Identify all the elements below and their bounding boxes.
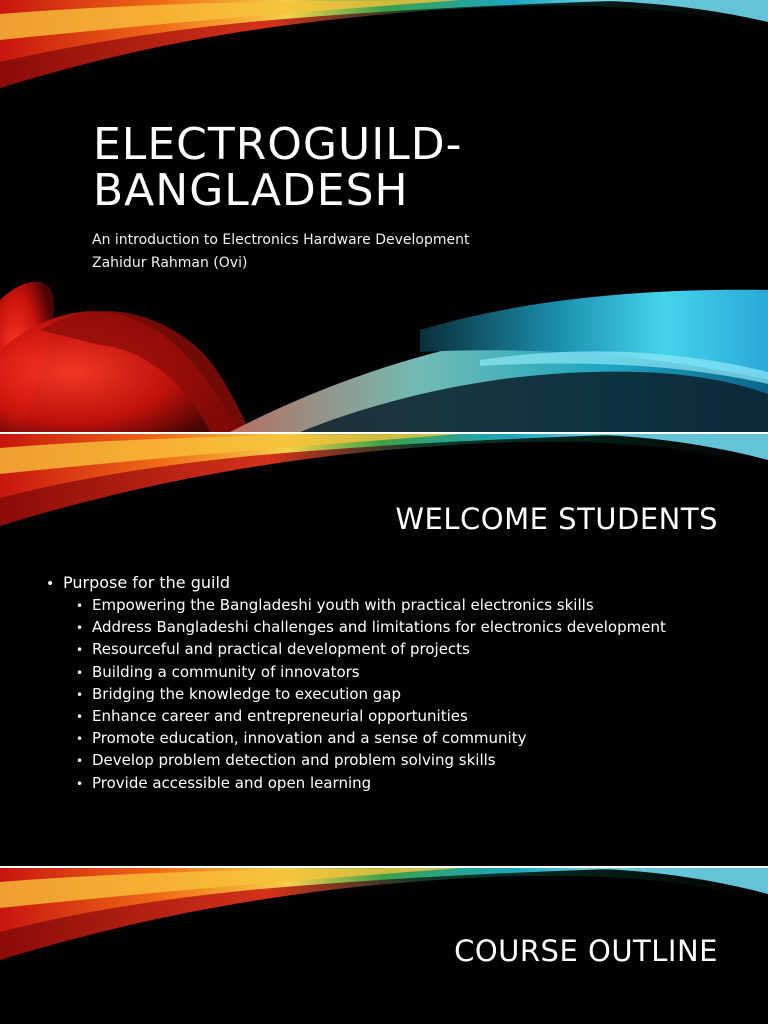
welcome-slide[interactable]	[0, 434, 768, 866]
bullet-text: Resourceful and practical development of projects	[92, 640, 470, 659]
bullet-icon: •	[76, 599, 84, 613]
list-item	[76, 706, 746, 728]
list-item	[76, 684, 746, 706]
list-item	[76, 662, 746, 684]
bullet-text: Enhance career and entrepreneurial opportunities	[92, 707, 468, 726]
bullet-text: Address Bangladeshi challenges and limitations for electronics development	[92, 618, 666, 637]
list-item	[46, 572, 746, 595]
presenter-name: Zahidur Rahman (Ovi)	[92, 255, 248, 271]
list-item	[76, 750, 746, 772]
bullet-text: Empowering the Bangladeshi youth with practical electronics skills	[92, 596, 594, 614]
list-item	[76, 728, 746, 750]
slide-heading: WELCOME STUDENTS	[395, 502, 718, 536]
presentation-title	[93, 119, 693, 216]
presentation-subtitle: An introduction to Electronics Hardware Development	[92, 232, 470, 248]
list-item	[76, 639, 746, 661]
bullet-text: Develop problem detection and problem solving skills	[92, 751, 496, 770]
bullet-text: Bridging the knowledge to execution gap	[92, 684, 402, 703]
bullet-icon: •	[46, 576, 55, 592]
list-item	[76, 595, 746, 617]
sub-bullet-list	[46, 595, 746, 795]
bullet-text: Building a community of innovators	[92, 662, 360, 681]
bullet-icon: •	[76, 710, 84, 725]
bullet-icon: •	[76, 687, 84, 702]
list-item	[76, 617, 746, 639]
bullet-text: Provide accessible and open learning	[92, 773, 372, 792]
swoosh-background	[0, 0, 768, 432]
bullet-icon: •	[76, 621, 84, 636]
course-outline-slide[interactable]	[0, 868, 768, 1024]
title-line-2: BANGLADESH	[93, 165, 409, 216]
title-slide[interactable]	[0, 0, 768, 432]
bullet-text: Purpose for the guild	[63, 573, 231, 592]
bullet-icon: •	[76, 732, 84, 747]
title-line-1: ELECTROGUILD-	[93, 119, 463, 170]
bullet-text: Promote education, innovation and a sense of community	[92, 729, 527, 748]
bullet-list	[46, 572, 746, 795]
list-item	[76, 773, 746, 795]
bullet-icon: •	[76, 643, 84, 658]
slide-heading: COURSE OUTLINE	[454, 934, 718, 968]
bullet-icon: •	[76, 754, 84, 769]
bullet-icon: •	[76, 776, 84, 791]
bullet-icon: •	[76, 665, 84, 680]
